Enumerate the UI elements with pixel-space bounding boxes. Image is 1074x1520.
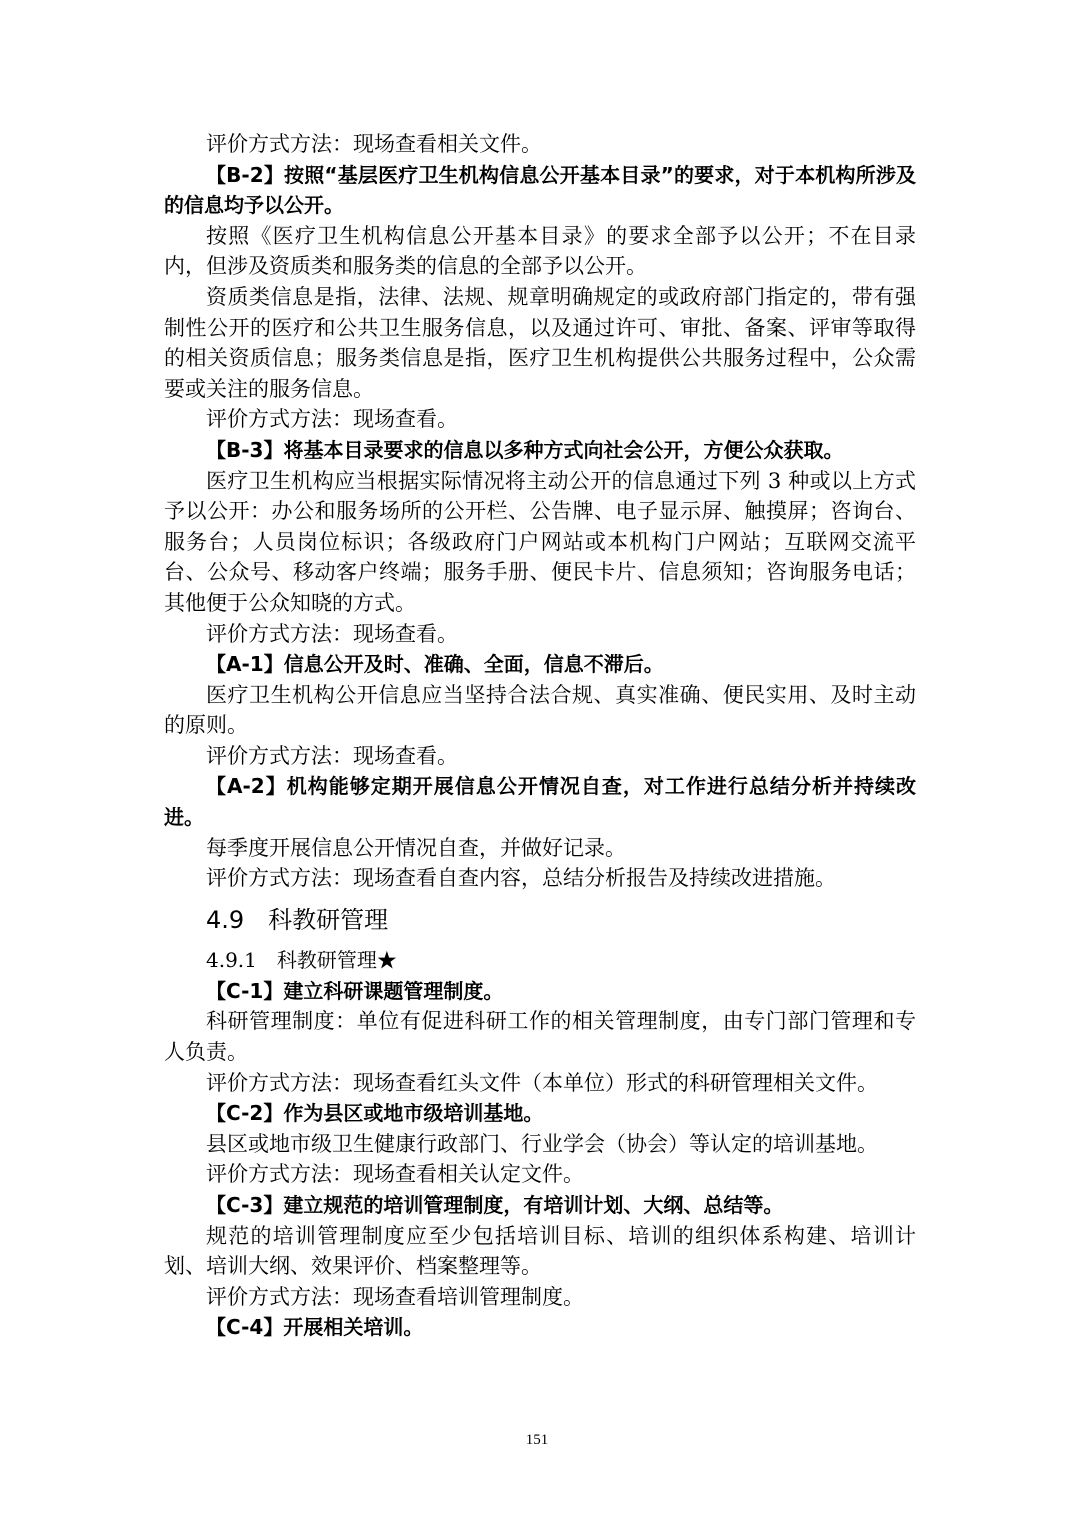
item-heading-c1: 【C-1】建立科研课题管理制度。	[206, 978, 504, 1003]
paragraph: 评价方式方法：现场查看红头文件（本单位）形式的科研管理相关文件。	[206, 1070, 878, 1095]
item-heading-c2: 【C-2】作为县区或地市级培训基地。	[206, 1101, 544, 1126]
page-body	[164, 129, 916, 1343]
paragraph: 评价方式方法：现场查看相关文件。	[206, 132, 542, 156]
subsection-heading: 4.9.1 科教研管理★	[206, 947, 397, 972]
paragraph: 评价方式方法：现场查看。	[206, 621, 458, 646]
paragraph: 科研管理制度：单位有促进科研工作的相关管理制度，由专门部门管理和专人负责。	[164, 1009, 916, 1065]
paragraph: 医疗卫生机构公开信息应当坚持合法合规、真实准确、便民实用、及时主动的原则。	[164, 682, 916, 738]
paragraph: 医疗卫生机构应当根据实际情况将主动公开的信息通过下列 3 种或以上方式予以公开：办公和服务场所的公开栏、公告牌、电子显示屏、触摸屏；咨询台、服务台；人员岗位标识；各级政府门户网站或本机构门户网站；互联网交流平台、公众号、移动客户终端；服务手册、便民卡片、信息须知；咨询服务电话；其他便于公众知晓的方式。	[164, 468, 916, 615]
item-heading-b3: 【B-3】将基本目录要求的信息以多种方式向社会公开，方便公众获取。	[206, 437, 844, 462]
item-heading-b2: 【B-2】按照“基层医疗卫生机构信息公开基本目录”的要求，对于本机构所涉及的信息均予以公开。	[164, 162, 916, 218]
item-heading-a1: 【A-1】信息公开及时、准确、全面，信息不滞后。	[206, 652, 664, 677]
item-heading-c4: 【C-4】开展相关培训。	[206, 1315, 424, 1340]
paragraph: 每季度开展信息公开情况自查，并做好记录。	[206, 835, 626, 860]
paragraph: 评价方式方法：现场查看。	[206, 743, 458, 768]
page-number: 151	[525, 1432, 549, 1448]
paragraph: 规范的培训管理制度应至少包括培训目标、培训的组织体系构建、培训计划、培训大纲、效果评价、档案整理等。	[164, 1223, 916, 1279]
item-heading-c3: 【C-3】建立规范的培训管理制度，有培训计划、大纲、总结等。	[206, 1193, 784, 1217]
item-heading-a2: 【A-2】机构能够定期开展信息公开情况自查，对工作进行总结分析并持续改进。	[164, 774, 916, 830]
section-heading: 4.9 科教研管理	[206, 905, 389, 934]
paragraph: 资质类信息是指，法律、法规、规章明确规定的或政府部门指定的，带有强制性公开的医疗和公共卫生服务信息，以及通过许可、审批、备案、评审等取得的相关资质信息；服务类信息是指，医疗卫生机构提供公共服务过程中，公众需要或关注的服务信息。	[164, 284, 916, 401]
paragraph: 按照《医疗卫生机构信息公开基本目录》的要求全部予以公开；不在目录内，但涉及资质类和服务类的信息的全部予以公开。	[164, 223, 916, 279]
paragraph: 评价方式方法：现场查看自查内容，总结分析报告及持续改进措施。	[206, 866, 836, 891]
paragraph: 评价方式方法：现场查看。	[206, 407, 458, 432]
paragraph: 县区或地市级卫生健康行政部门、行业学会（协会）等认定的培训基地。	[206, 1131, 878, 1156]
paragraph: 评价方式方法：现场查看培训管理制度。	[206, 1284, 584, 1309]
paragraph: 评价方式方法：现场查看相关认定文件。	[206, 1162, 584, 1187]
